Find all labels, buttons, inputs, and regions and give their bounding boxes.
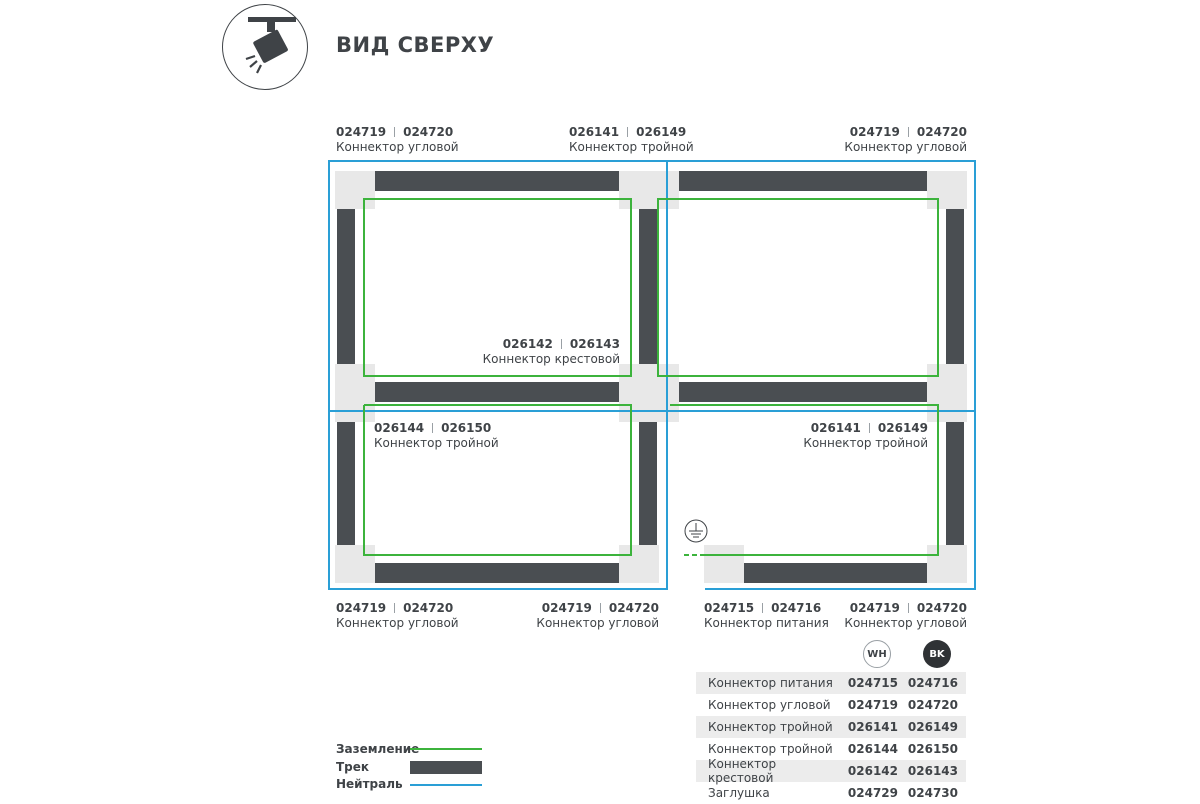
track-rail (744, 563, 927, 583)
label-bottom-right: 024719 024720 Коннектор угловой (844, 601, 967, 630)
corner-connector-top-left (335, 171, 375, 209)
corner-connector-bottom-mid (619, 545, 659, 583)
tee-connector-right (927, 364, 967, 422)
table-cell-name: Коннектор тройной (708, 742, 833, 756)
table-cell-wh: 026141 (847, 720, 898, 734)
page-title: ВИД СВЕРХУ (336, 33, 495, 57)
article-table (696, 672, 966, 804)
table-cell-name: Заглушка (708, 786, 770, 800)
table-cell-wh: 024715 (847, 676, 898, 690)
table-cell-wh: 024719 (847, 698, 898, 712)
table-cell-wh: 024729 (847, 786, 898, 800)
track-rail (375, 171, 619, 191)
track-rail (946, 209, 964, 364)
label-top-left: 024719 024720 Коннектор угловой (336, 125, 459, 154)
track-rail (639, 422, 657, 545)
table-cell-bk: 024720 (907, 698, 958, 712)
legend-ground-label: Заземление (336, 742, 420, 756)
table-cell-name: Коннектор тройной (708, 720, 833, 734)
track-rail (375, 563, 619, 583)
track-rail (337, 422, 355, 545)
track-rail (679, 382, 927, 402)
legend-swatches (410, 740, 490, 796)
track-rail (375, 382, 619, 402)
table-cell-bk: 026143 (907, 764, 958, 778)
table-cell-bk: 024730 (907, 786, 958, 800)
table-row (696, 716, 966, 738)
corner-connector-bottom-left (335, 545, 375, 583)
legend-track-label: Трек (336, 760, 370, 774)
label-top-right: 024719 024720 Коннектор угловой (844, 125, 967, 154)
label-top-mid: 026141 026149 Коннектор тройной (569, 125, 694, 154)
track-rail (946, 422, 964, 545)
track-rail (639, 209, 657, 364)
track-rail (679, 171, 927, 191)
table-row (696, 672, 966, 694)
label-center: 026142 026143 Коннектор крестовой (482, 337, 620, 366)
label-bottom-mid: 024719 024720 Коннектор угловой (536, 601, 659, 630)
table-row (696, 757, 966, 785)
table-cell-wh: 026144 (847, 742, 898, 756)
tee-connector-left (335, 364, 375, 422)
legend-track-swatch (410, 761, 482, 774)
table-cell-wh: 026142 (847, 764, 898, 778)
table-row (696, 782, 966, 804)
table-cell-bk: 024716 (907, 676, 958, 690)
label-mid-right: 026141 026149 Коннектор тройной (803, 421, 928, 450)
table-row (696, 694, 966, 716)
corner-connector-top-right (927, 171, 967, 209)
cross-connector (619, 364, 679, 422)
tee-connector-top (619, 171, 679, 209)
track-rail (337, 209, 355, 364)
ground-icon (685, 520, 707, 542)
table-cell-bk: 026150 (907, 742, 958, 756)
ground-loop (658, 199, 938, 376)
label-bottom-power: 024715 024716 Коннектор питания (704, 601, 829, 630)
label-bottom-left: 024719 024720 Коннектор угловой (336, 601, 459, 630)
table-cell-name: Коннектор питания (708, 676, 833, 690)
legend-neutral-label: Нейтраль (336, 777, 403, 791)
table-cell-name: Коннектор угловой (708, 698, 831, 712)
power-connector (704, 545, 744, 583)
table-cell-bk: 026149 (907, 720, 958, 734)
corner-connector-bottom-right (927, 545, 967, 583)
table-cell-name: Коннектор крестовой (708, 757, 777, 785)
white-color-badge: WH (863, 640, 891, 668)
black-color-badge: BK (923, 640, 951, 668)
label-mid-left: 026144 026150 Коннектор тройной (374, 421, 499, 450)
